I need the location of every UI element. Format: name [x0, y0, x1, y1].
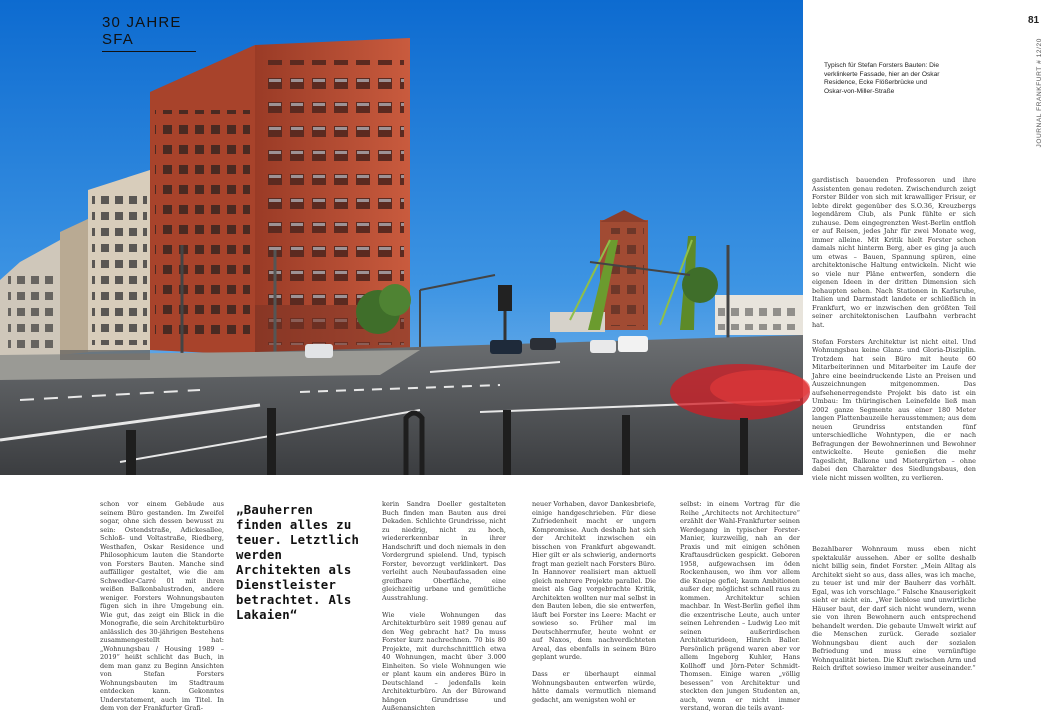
article-column-4-text: selbst: in einem Vortrag für die Reihe „Architects not Architecture“ erzählt der Wahl-Frankfurter seinen Werdegang in typischer Forster-Manier, kurzweilig, nah an der Praxis und mit einigen schönen Kraftausdrücken gespickt. Geboren 1958, aufgewachsen im öden Rockenhausen, wo ihm vor allem die Kneipe gefiel; kaum Ambitionen außer der, möglichst schnell raus zu kommen. Architektur schien machbar. In West-Berlin gefiel ihm die exzentrische Leute, auch unter seinen Lehrenden – Ludwig Leo mit seinen außerirdischen Architekturideen, Hinrich Baller. Persönlich prägend waren aber vor allem Ingeborg Kuhler, Hans Kollhoff und Jörn-Peter Schmidt-Thomsen. Einige waren „völlig besessen“ von Architektur und steckten den jungen Studenten an, auch, wenn er nicht immer verstand, woran die teils avant- [680, 500, 800, 712]
article-column-2 [382, 500, 506, 712]
article-column-5-text: gardistisch bauenden Professoren und ihre Assistenten genau redeten. Zwischendurch zeigt Forster Bilder von sich mit krawalliger Frisur, er lebte direkt gegenüber des S.O.36, Kreuzbergs legendärem Club, als Punk fühlte er sich zuhause. Dem eingegrenzten West-Berlin entfloh er auf Reisen, jedes Jahr für zwei Monate weg, immer alleine. Mit Kritik hielt Forster schon damals nicht hinterm Berg, aber es ging ja auch um etwas – Bauen, Spannung spüren, eine architektonische Haltung entwickeln. Nicht wie so viele nur Pläne entwerfen, sondern die eigenen Ideen in der dritten Dimension sich behaupten sehen. Nach Stationen in Karlsruhe, Italien und Darmstadt landete er schließlich in Frankfurt, wo er inzwischen den größten Teil seiner architektonischen Laufbahn verbracht hat. Stefan Forsters Architektur ist nicht eitel. Und Wohnungsbau keine Glanz- und Gloria-Disziplin. Trotzdem hat sein Büro mit heute 60 Mitarbeiterinnen und Mitarbeiter im Laufe der Jahre eine beeindruckende Liste an Preisen und Auszeichnungen mitgenommen. Das aufsehenerregendste Projekt bis dato ist ein Umbau: Im thüringischen Leinefelde ließ man 2002 ganze Segmente aus einer 180 Meter langen Plattenbauzeile herausstemmen; aus dem neuen Grundriss entstanden fünf unterschiedliche Wohntypen, die er nach Befragungen der Bewohnerinnen und Bewohner entwickelte. Heute genießen die mehr Tageslicht, Balkone und Mietergärten – ohne dabei den Charakter des Siedlungsbaus, den viele nicht missen wollten, zu verlieren. [812, 176, 976, 482]
pull-quote: „Bauherren finden alles zu teuer. Letztlich werden Architekten als Dienstleister betrachtet. Als Lakaien“ [236, 503, 360, 622]
section-title: 30 JAHRE SFA [102, 14, 196, 52]
article-column-1 [100, 500, 224, 712]
article-column-6 [812, 545, 976, 700]
article-column-3-text: neuer Vorhaben, davor Dankesbriefe, einige handgeschrieben. Für diese Zufriedenheit macht er ungern Kompromisse. Auch deshalb hat sich der Architekt inzwischen ein bisschen von Frankfurt abgewandt. Hier gilt er als schwierig, andernorts fragt man gezielt nach Forsters Büro. In Hannover realisiert man aktuell gleich mehrere Projekte parallel. Die meist als Gag vorgebrachte Kritik, Architekten wollten nur mal selbst in den Bauten leben, die sie entwerfen, läuft bei Forster ins Leere: Macht er sowieso so. Früher mal im Deutschherrnufer, heute wohnt er auf Naxos, dem nachverdichteten Areal, das ebenfalls in seinem Büro geplant wurde. Dass er überhaupt einmal Wohnungsbauten entwerfen würde, hätte damals vermutlich niemand gedacht, am wenigsten wohl er [532, 500, 657, 704]
article-column-4 [680, 500, 800, 712]
photo-caption: Typisch für Stefan Forsters Bauten: Die verklinkerte Fassade, hier an der Oskar Residence, Ecke Flößerbrücke und Oskar-von-Miller-Straße [824, 62, 940, 95]
article-column-2-text: kerin Sandra Doeller gestalteten Buch finden man Bauten aus drei Dekaden. Schlichte Grundrisse, nicht zu niedrig, nicht zu hoch, wiedererkennbar in ihrer Handschrift und doch niemals in den Vordergrund spielend. Und, typisch Forster, bevorzugt verklinkert. Das verleiht auch Neubaufassaden eine greifbare Oberfläche, eine gleichzeitig urbane und gemütliche Ausstrahlung. Wie viele Wohnungen das Architekturbüro seit 1989 genau auf den Weg gebracht hat? Da muss Forster kurz nachrechnen. 70 bis 80 Projekte, mit durchschnittlich etwa 40 Wohnungen, macht über 3.000 Einheiten. So viele Wohnungen wie er plant kaum ein anderes Büro in Deutschland – jedenfalls kein Architekturbüro. An der Bürowand hängen Grundrisse und Außenansichten [382, 500, 506, 712]
article-column-1-text: schon vor einem Gebäude aus seinem Büro gestanden. Im Zweifel sogar, ohne sich dessen bewusst zu sein: Ostendstraße, Adickesallee, Schloß- und Voltastraße, Riedberg, Westhafen, Oskar Residence und Philosophicum lauten die Standorte von Forsters Bauten. Manche sind auffälliger gestaltet, wie die am Schwedler-Carré 01 mit ihren weißen Balkonbalustraden, andere weniger. Forsters Wohnungsbauten fügen sich in ihre Umgebung ein. Wie gut, das zeigt ein Blick in die Monografie, die sein Architekturbüro anlässlich des 30-jährigen Bestehens zusammengestellt hat: „Wohnungsbau / Housing 1989 – 2019“ heißt schlicht das Buch, in dem man ganz zu Beginn Ansichten von Stefan Forsters Wohnungsbauten im Stadtraum entdecken kann. Gekonntes Understatement, auch im Titel. In dem von der Frankfurter Grafi- [100, 500, 224, 712]
journal-label-right: JOURNAL FRANKFURT # 12/20 [1036, 38, 1043, 148]
page-number-right: 81 [1028, 15, 1040, 26]
article-column-5 [812, 176, 976, 536]
article-column-3 [532, 500, 657, 704]
article-column-6-text: Bezahlbarer Wohnraum muss eben nicht spektakulär aussehen. Aber er sollte deshalb nicht billig sein, findet Forster. „Mein Alltag als Architekt sieht so aus, dass alles, was ich mache, zu teuer ist und mir der Bauherr das vorhält. Egal, was ich vorschlage.“ Falsche Knauserigkeit sieht er nicht ein. „Wer lieblose und unwirtliche Häuser baut, der darf sich nicht wundern, wenn sie von ihren Bewohnern auch entsprechend behandelt werden. Die gebaute Umwelt wirkt auf die Menschen zurück. Gerade sozialer Wohnungsbau dient auch der sozialen Befriedung und muss eine vernünftige Wohnqualität bieten. Die Kluft zwischen Arm und Reich driftet sowieso immer weiter auseinander.“ [812, 545, 976, 672]
